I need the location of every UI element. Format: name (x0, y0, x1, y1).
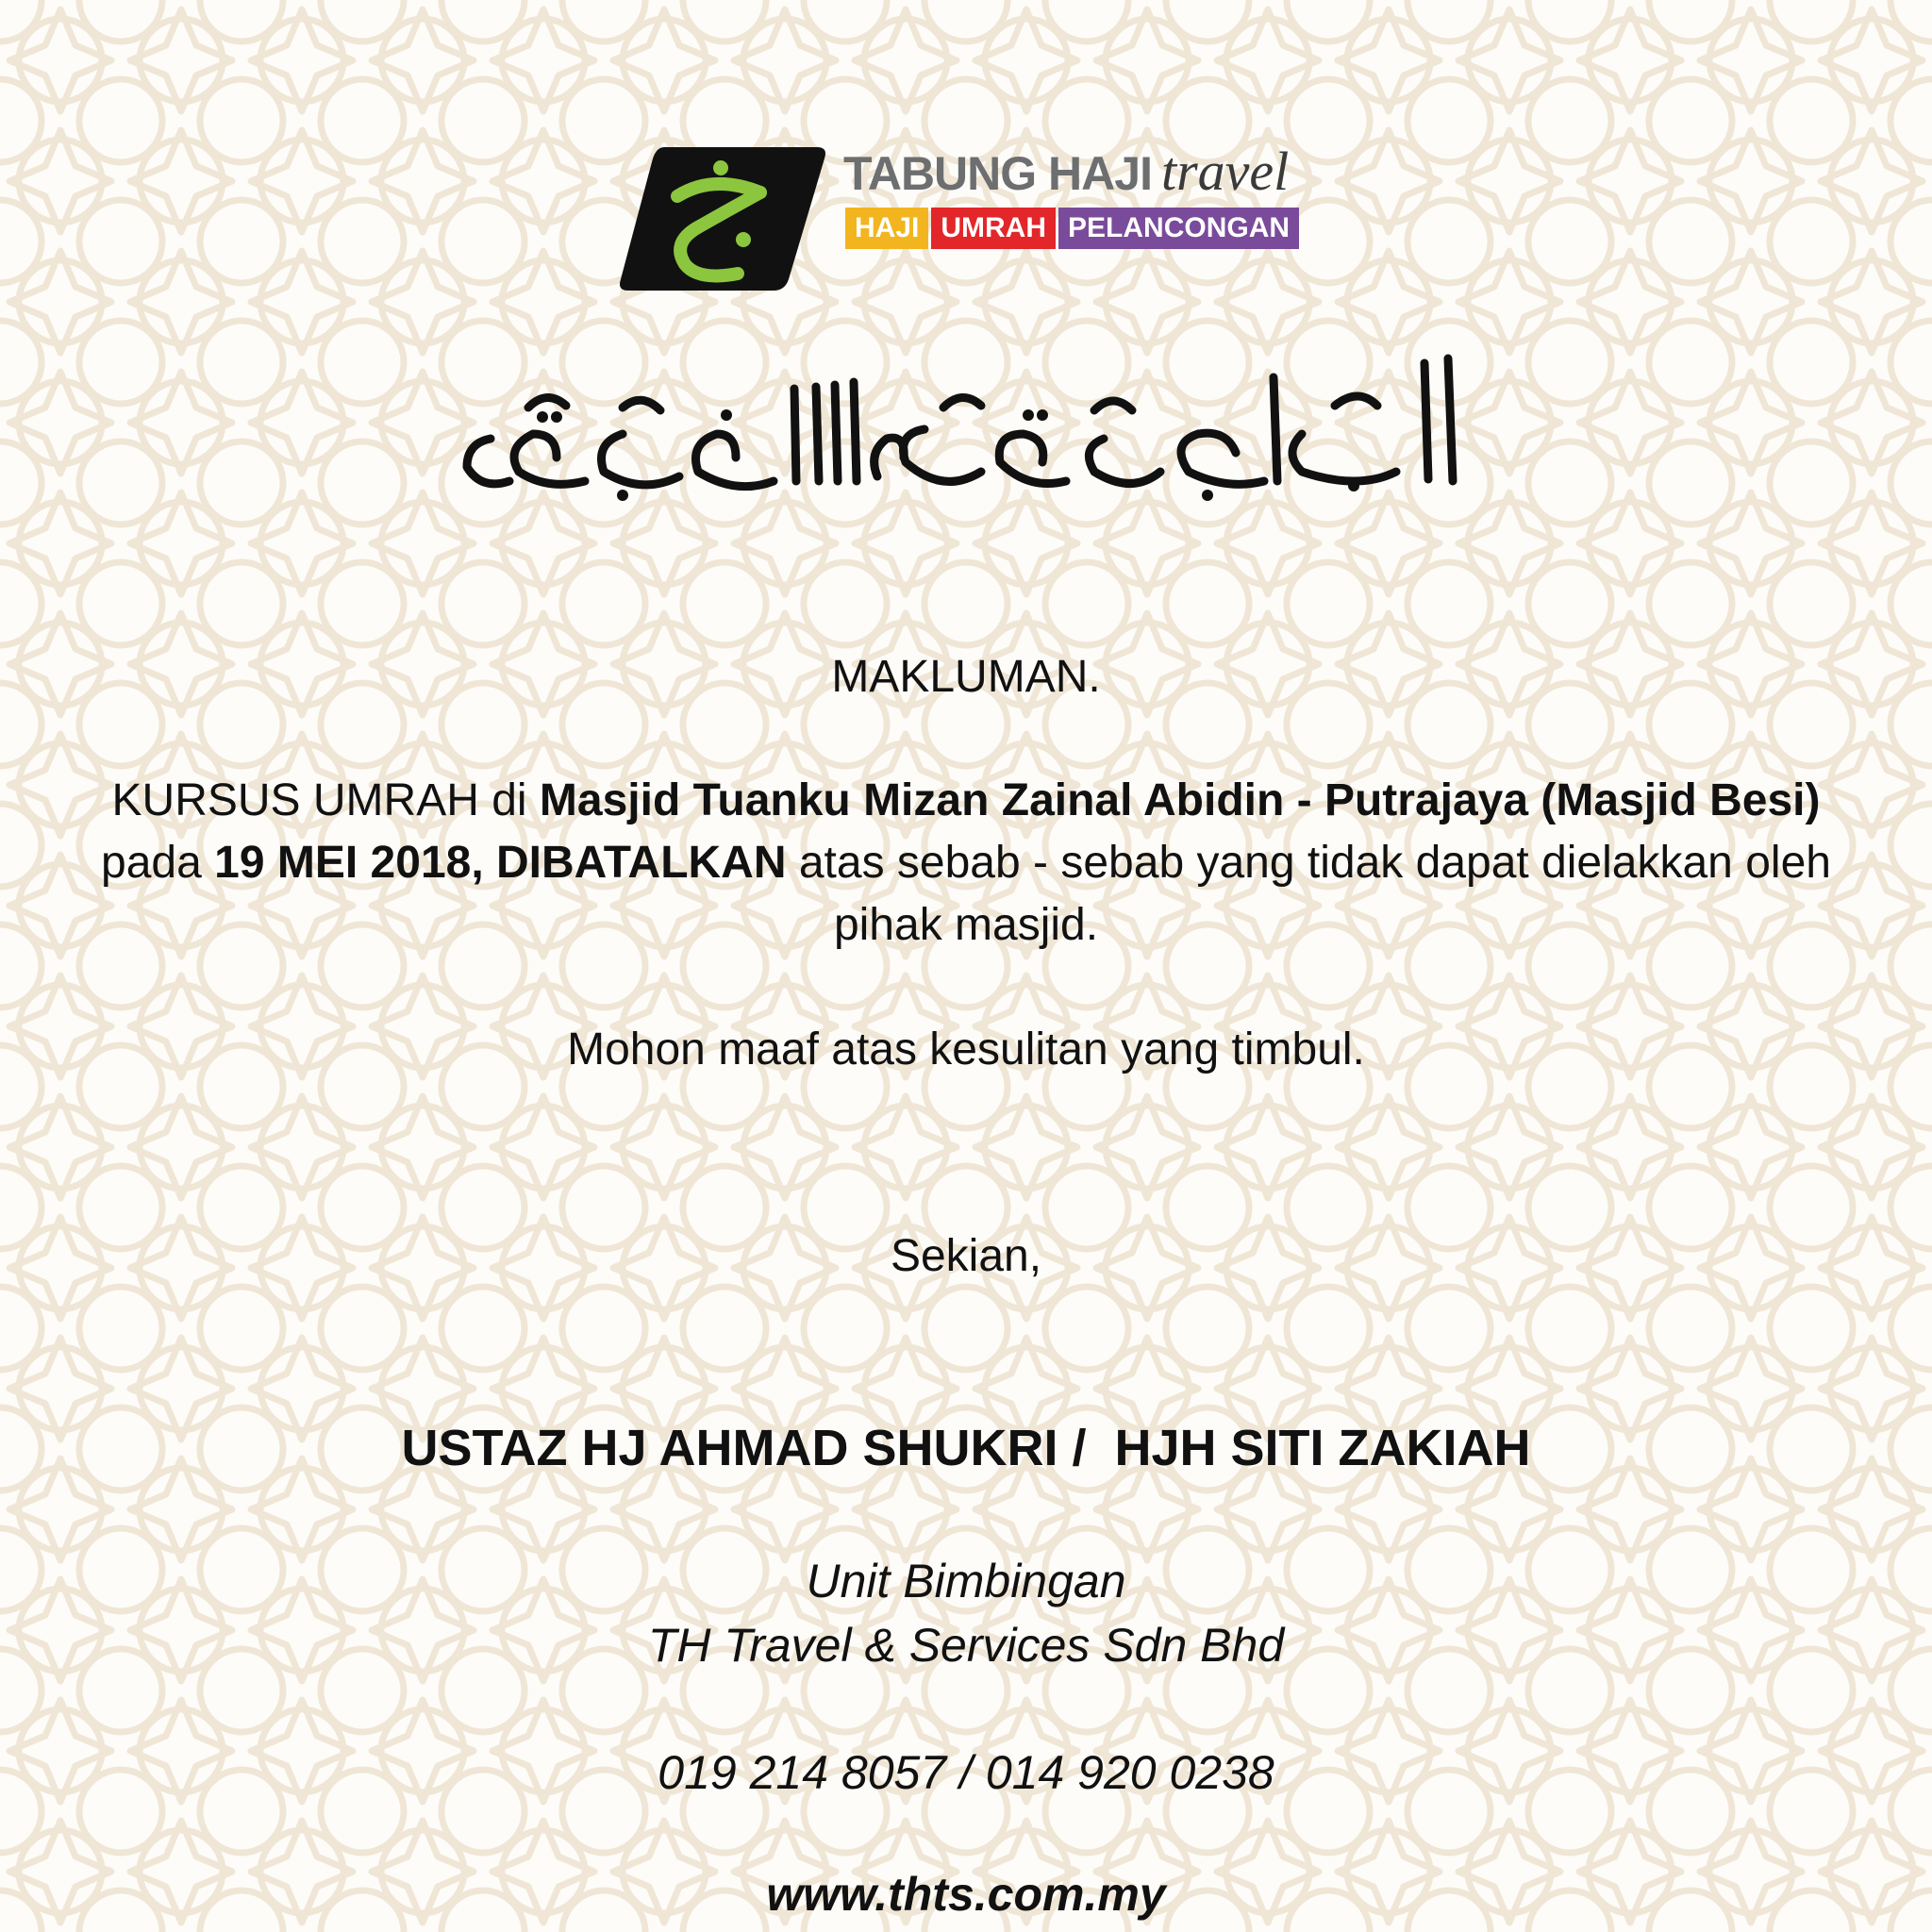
notice-body-part2: pada (101, 838, 215, 888)
tabung-haji-logo-mark (619, 147, 826, 291)
notice-body-part1: KURSUS UMRAH di (111, 775, 540, 825)
greeting-calligraphy (453, 340, 1481, 509)
website-link[interactable]: www.thts.com.my (766, 1868, 1166, 1921)
brand-suffix: travel (1160, 141, 1290, 202)
brand-tags (845, 208, 1299, 249)
notice-closing: Sekian, (890, 1231, 1042, 1281)
tag-pelancongan: PELANCONGAN (1058, 208, 1299, 249)
notice-body-part3: atas sebab - sebab yang tidak dapat dielakkan oleh pihak masjid. (786, 838, 1831, 950)
brand-logo (619, 140, 1307, 291)
notice-date-status: 19 MEI 2018, DIBATALKAN (214, 838, 787, 888)
brand-name: TABUNG HAJI (843, 147, 1152, 200)
signatory-company: TH Travel & Services Sdn Bhd (647, 1619, 1285, 1672)
notice-heading: MAKLUMAN. (831, 652, 1101, 702)
notice-apology: Mohon maaf atas kesulitan yang timbul. (567, 1024, 1365, 1074)
brand-wordmark (843, 140, 1289, 203)
notice-venue: Masjid Tuanku Mizan Zainal Abidin - Putrajaya (Masjid Besi) (539, 775, 1821, 825)
tag-umrah: UMRAH (931, 208, 1056, 249)
signatory-names: USTAZ HJ AHMAD SHUKRI / HJH SITI ZAKIAH (401, 1420, 1531, 1476)
signatory-unit: Unit Bimbingan (806, 1555, 1126, 1607)
tag-haji: HAJI (845, 208, 928, 249)
notice-body (94, 770, 1838, 957)
contact-phones: 019 214 8057 / 014 920 0238 (658, 1746, 1274, 1799)
